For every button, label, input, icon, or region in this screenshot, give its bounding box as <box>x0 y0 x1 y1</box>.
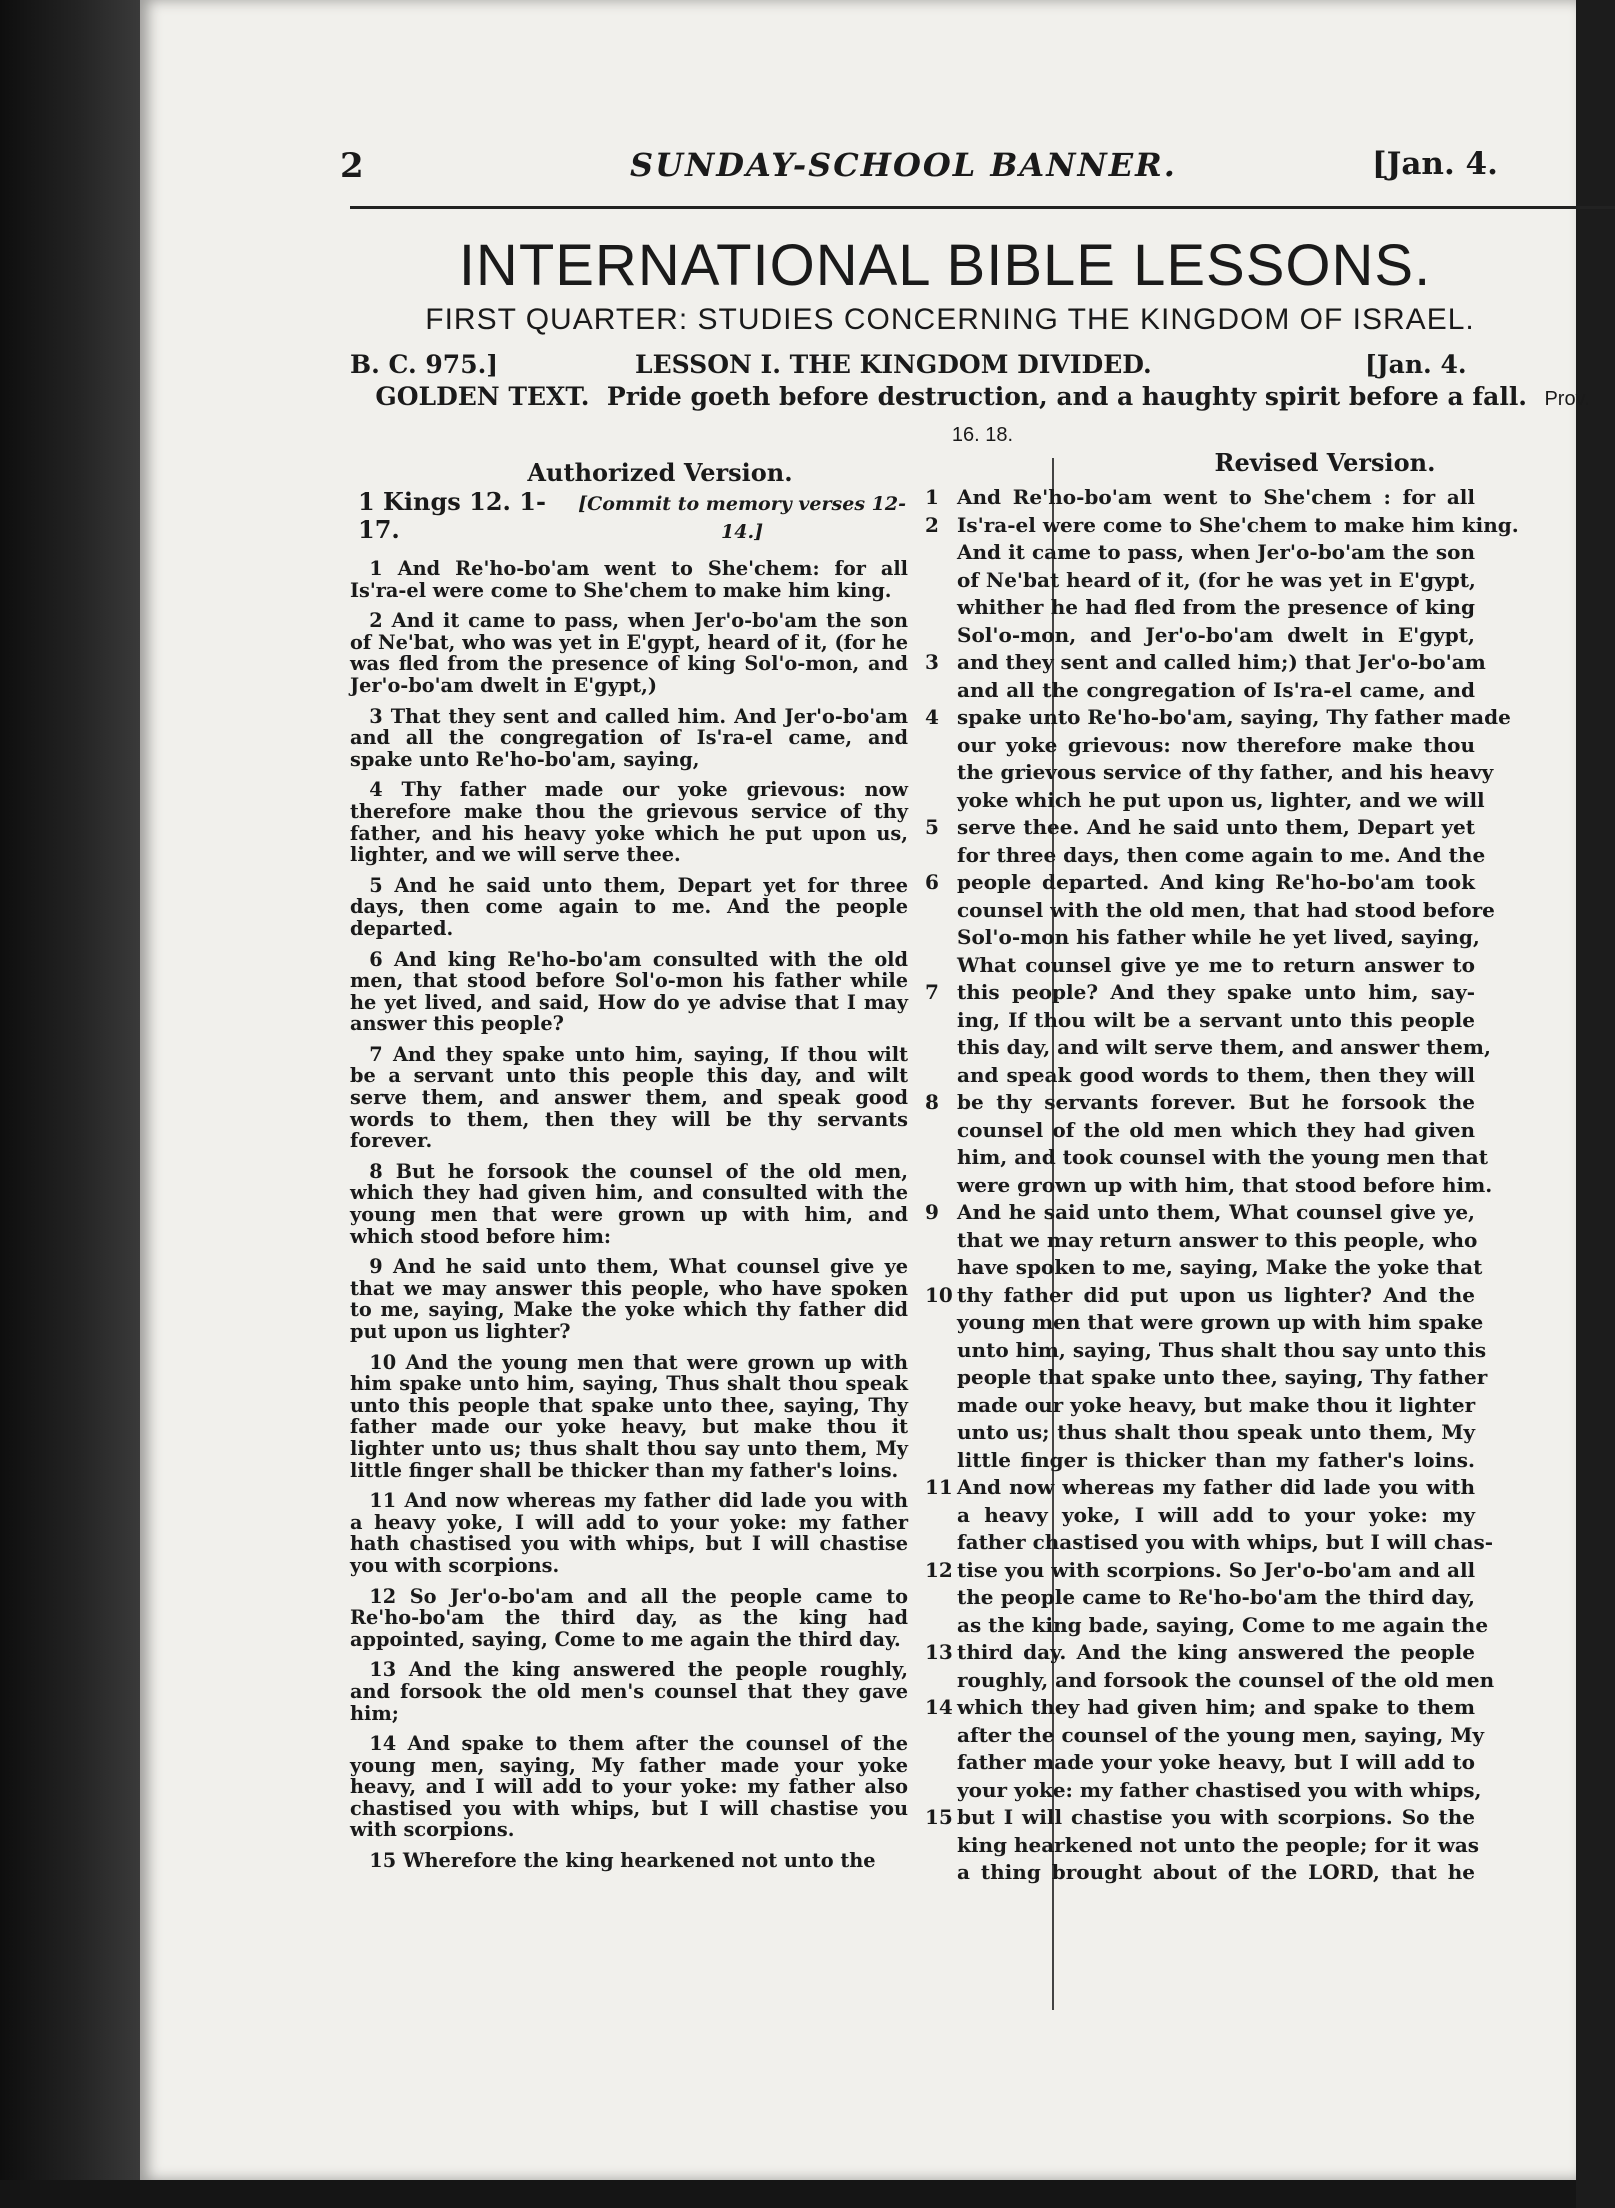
revised-verse-number <box>925 677 957 705</box>
revised-line <box>925 1557 1475 1585</box>
revised-version-heading: Revised Version. <box>1214 448 1436 477</box>
verse-number: 11 <box>369 1489 397 1513</box>
revised-line <box>925 924 1480 952</box>
revised-verse-number: 15 <box>925 1805 953 1829</box>
verse-text: And they spake unto him, saying, If thou wilt be a servant unto this people this day, and wilt serve them, and answer them, and speak good words to them, then they will be thy servants forever. <box>350 1042 908 1153</box>
revised-verse-number: 8 <box>925 1090 939 1114</box>
revised-line-text: unto us; thus shalt thou speak unto them, My <box>957 1420 1475 1444</box>
quarter-subtitle: FIRST QUARTER: STUDIES CONCERNING THE KINGDOM OF ISRAEL. <box>425 303 1475 336</box>
revised-verse-number <box>925 1007 957 1035</box>
revised-line <box>925 732 1475 760</box>
revised-line-text: our yoke grievous: now therefore make thou <box>957 732 1475 757</box>
revised-line-text: roughly, and forsook the counsel of the old men <box>957 1667 1495 1692</box>
authorized-verse <box>350 779 908 865</box>
authorized-version-heading: Authorized Version. <box>527 458 793 487</box>
revised-line-text: made our yoke heavy, but make thou it lighter <box>957 1392 1476 1417</box>
running-header <box>140 140 1576 190</box>
revised-verse-number <box>925 1529 957 1557</box>
revised-verse-number: 14 <box>925 1695 953 1719</box>
revised-line-text: be thy servants forever. But he forsook the <box>957 1090 1475 1114</box>
revised-line-text: this day, and wilt serve them, and answer them, <box>957 1035 1491 1059</box>
revised-line-text: and they sent and called him;) that Jer'o-bo'am <box>957 650 1486 674</box>
revised-line <box>925 1694 1475 1722</box>
revised-verse-number <box>925 1832 957 1860</box>
revised-line-text: little finger is thicker than my father's loins. <box>957 1447 1475 1472</box>
verse-number: 14 <box>369 1732 397 1756</box>
revised-line <box>925 1474 1475 1502</box>
revised-line <box>925 1282 1475 1310</box>
revised-line <box>925 842 1486 870</box>
revised-line-text: Is'ra-el were come to She'chem to make him king. <box>957 512 1519 537</box>
revised-line-text: young men that were grown up with him spake <box>957 1310 1484 1334</box>
revised-line-text: Sol'o-mon, and Jer'o-bo'am dwelt in E'gypt, <box>957 622 1475 647</box>
revised-verse-number <box>925 1254 957 1282</box>
revised-line-text: this people? And they spake unto him, say- <box>957 980 1475 1004</box>
revised-verse-number <box>925 1777 957 1805</box>
revised-line-text: And Re'ho-bo'am went to She'chem : for all <box>957 485 1475 509</box>
revised-line <box>925 484 1475 512</box>
revised-line <box>925 1117 1475 1145</box>
revised-line-text: a thing brought about of the LORD, that he <box>957 1860 1475 1884</box>
revised-line <box>925 649 1486 677</box>
verse-text: And the king answered the people roughly, and forsook the old men's counsel that they gave him; <box>350 1658 908 1725</box>
revised-line-text: thy father did put upon us lighter? And the <box>957 1282 1475 1307</box>
revised-line-text: people departed. And king Re'ho-bo'am took <box>957 870 1475 894</box>
revised-line-text: whither he had fled from the presence of king <box>957 595 1475 619</box>
revised-line <box>925 1447 1475 1475</box>
verse-number: 1 <box>369 557 383 580</box>
revised-line <box>925 1722 1485 1750</box>
authorized-verse <box>350 1659 908 1724</box>
authorized-verse <box>350 949 908 1035</box>
revised-line <box>925 1227 1478 1255</box>
revised-line <box>925 1172 1493 1200</box>
verse-text: And he said unto them, What counsel give ye that we may answer this people, who have spoken to me, saying, Make the yoke which thy father did put upon us lighter? <box>350 1255 908 1343</box>
verse-number: 3 <box>369 704 383 728</box>
revised-verse-number <box>925 567 957 595</box>
authorized-verse <box>350 1256 908 1342</box>
verse-number: 4 <box>369 778 383 802</box>
revised-line-text: And it came to pass, when Jer'o-bo'am the son <box>957 540 1475 564</box>
revised-verse-number <box>925 1337 957 1365</box>
revised-line-text: people that spake unto thee, saying, Thy father <box>957 1365 1488 1389</box>
publication-title: SUNDAY-SCHOOL BANNER. <box>630 146 1177 184</box>
revised-line-text: and speak good words to them, then they will <box>957 1062 1475 1087</box>
revised-lines <box>925 484 1519 1887</box>
revised-line-text: a heavy yoke, I will add to your yoke: my <box>957 1502 1475 1527</box>
revised-version-column <box>925 484 1519 1887</box>
revised-verse-number: 13 <box>925 1640 953 1664</box>
revised-line-text: which they had given him; and spake to them <box>957 1695 1475 1719</box>
revised-verse-number <box>925 539 957 567</box>
header-date: [Jan. 4. <box>1372 146 1498 182</box>
revised-verse-number <box>925 1144 957 1172</box>
revised-verse-number <box>925 1062 957 1090</box>
revised-line <box>925 1144 1488 1172</box>
authorized-verse <box>350 610 908 696</box>
page <box>140 0 1590 2180</box>
revised-line-text: and all the congregation of Is'ra-el came, and <box>957 677 1475 702</box>
revised-verse-number <box>925 1392 957 1420</box>
golden-text-label: GOLDEN TEXT. <box>375 382 590 411</box>
revised-line <box>925 622 1475 650</box>
revised-verse-number <box>925 1859 957 1887</box>
revised-line <box>925 1777 1482 1805</box>
revised-line-text: father chastised you with whips, but I will chas- <box>957 1530 1494 1554</box>
revised-verse-number <box>925 1502 957 1530</box>
revised-line <box>925 1337 1487 1365</box>
revised-verse-number <box>925 1419 957 1447</box>
scan-bottom-margin <box>0 2180 1576 2208</box>
revised-line-text: serve thee. And he said unto them, Depart yet <box>957 815 1475 839</box>
authorized-verse <box>350 558 908 601</box>
verse-number: 13 <box>369 1658 397 1682</box>
revised-verse-number <box>925 924 957 952</box>
revised-verse-number <box>925 622 957 650</box>
revised-line <box>925 512 1519 540</box>
authorized-verse <box>350 1044 908 1152</box>
verse-text: And now whereas my father did lade you with a heavy yoke, I will add to your yoke: my father hath chastised you with whips, but I will chastise you with scorpions. <box>350 1489 908 1577</box>
revised-verse-number <box>925 1034 957 1062</box>
revised-line-text: that we may return answer to this people, who <box>957 1227 1478 1252</box>
revised-verse-number <box>925 787 957 815</box>
scripture-reference-line <box>350 488 908 546</box>
revised-verse-number <box>925 952 957 980</box>
lesson-era: B. C. 975.] <box>350 350 499 379</box>
revised-line-text: And he said unto them, What counsel give ye, <box>957 1200 1475 1224</box>
revised-line-text: What counsel give ye me to return answer to <box>957 952 1475 977</box>
revised-verse-number <box>925 1117 957 1145</box>
revised-line <box>925 1612 1489 1640</box>
revised-verse-number <box>925 759 957 787</box>
revised-line <box>925 787 1485 815</box>
verse-text: But he forsook the counsel of the old men, which they had given him, and consulted with the young men that were grown up with him, and which stood before him: <box>350 1159 908 1248</box>
verse-number: 5 <box>369 873 383 897</box>
authorized-verses <box>350 558 908 1872</box>
revised-line-text: him, and took counsel with the young men that <box>957 1145 1488 1169</box>
revised-line-text: have spoken to me, saying, Make the yoke that <box>957 1255 1483 1279</box>
verse-text: And the young men that were grown up with him spake unto him, saying, Thus shalt thou speak unto this people that spake unto thee, saying, Thy father made our yoke heavy, but make thou it lighter unto us; thus shalt thou say unto them, My little finger shall be thicker than my father's loins. <box>350 1350 908 1482</box>
revised-line <box>925 814 1475 842</box>
revised-line <box>925 567 1475 595</box>
revised-line <box>925 1804 1475 1832</box>
revised-verse-number <box>925 1309 957 1337</box>
revised-line-text: tise you with scorpions. So Jer'o-bo'am and all <box>957 1557 1476 1582</box>
scripture-reference: 1 Kings 12. 1-17. <box>358 487 546 544</box>
authorized-verse <box>350 1733 908 1841</box>
revised-line <box>925 1007 1475 1035</box>
revised-line <box>925 1667 1495 1695</box>
verse-number: 8 <box>369 1159 383 1183</box>
revised-line-text: as the king bade, saying, Come to me again the <box>957 1612 1489 1637</box>
verse-number: 10 <box>369 1350 397 1374</box>
revised-verse-number <box>925 1584 957 1612</box>
authorized-verse <box>350 706 908 771</box>
revised-line-text: the people came to Re'ho-bo'am the third day, <box>957 1585 1475 1609</box>
revised-line <box>925 979 1475 1007</box>
revised-verse-number <box>925 842 957 870</box>
revised-line <box>925 1254 1483 1282</box>
revised-verse-number <box>925 897 957 925</box>
revised-line <box>925 1859 1475 1887</box>
revised-line-text: And now whereas my father did lade you with <box>957 1475 1475 1499</box>
revised-line-text: of Ne'bat heard of it, (for he was yet in E'gypt, <box>957 567 1476 592</box>
memory-note: [Commit to memory verses 12-14.] <box>578 493 906 543</box>
revised-line <box>925 1639 1475 1667</box>
authorized-version-column <box>350 488 908 1881</box>
verse-number: 9 <box>369 1255 383 1279</box>
revised-verse-number: 3 <box>925 650 939 674</box>
verse-text: Wherefore the king hearkened not unto the <box>402 1849 876 1873</box>
revised-verse-number <box>925 1612 957 1640</box>
revised-line <box>925 1392 1475 1420</box>
revised-line-text: ing, If thou wilt be a servant unto this people <box>957 1007 1475 1032</box>
page-title: INTERNATIONAL BIBLE LESSONS. <box>458 233 1432 298</box>
verse-text: And spake to them after the counsel of the young men, saying, My father made your yoke heavy, and I will add to your yoke: my father also chastised you with whips, but I will chastise you with scorpions. <box>350 1732 908 1842</box>
revised-line-text: after the counsel of the young men, saying, My <box>957 1722 1485 1747</box>
revised-line <box>925 1419 1475 1447</box>
revised-verse-number: 6 <box>925 870 939 894</box>
revised-line <box>925 1309 1484 1337</box>
revised-verse-number <box>925 1667 957 1695</box>
revised-verse-number: 12 <box>925 1557 953 1582</box>
revised-verse-number <box>925 1364 957 1392</box>
revised-verse-number: 5 <box>925 815 939 839</box>
verse-text: And it came to pass, when Jer'o-bo'am the son of Ne'bat, who was yet in E'gypt, heard of it, (for he was fled from the presence of king Sol'o-mon, and Jer'o-bo'am dwelt in E'gypt,) <box>350 609 908 697</box>
revised-line-text: yoke which he put upon us, lighter, and we will <box>957 787 1485 812</box>
revised-line <box>925 1749 1475 1777</box>
header-rule <box>350 206 1615 209</box>
page-number: 2 <box>340 146 364 186</box>
lesson-heading: LESSON I. THE KINGDOM DIVIDED. <box>635 350 1152 379</box>
revised-line-text: your yoke: my father chastised you with whips, <box>957 1777 1482 1802</box>
golden-text <box>360 380 1605 452</box>
revised-line-text: but I will chastise you with scorpions. So the <box>957 1805 1475 1829</box>
revised-verse-number <box>925 594 957 622</box>
authorized-verse <box>350 1161 908 1247</box>
revised-line <box>925 1502 1475 1530</box>
revised-line-text: king hearkened not unto the people; for it was <box>957 1832 1480 1857</box>
revised-line-text: Sol'o-mon his father while he yet lived, saying, <box>957 925 1480 949</box>
revised-line <box>925 952 1475 980</box>
verse-number: 2 <box>369 609 383 633</box>
revised-verse-number <box>925 1447 957 1475</box>
revised-line-text: counsel with the old men, that had stood before <box>957 897 1495 922</box>
golden-text-reference: Prov. 16. 18. <box>951 388 1590 446</box>
revised-verse-number <box>925 1172 957 1200</box>
revised-verse-number: 10 <box>925 1282 953 1307</box>
revised-line-text: were grown up with him, that stood before him. <box>957 1172 1493 1197</box>
revised-line <box>925 594 1475 622</box>
revised-verse-number: 2 <box>925 512 939 537</box>
verse-text: And king Re'ho-bo'am consulted with the old men, that stood before Sol'o-mon his father while he yet lived, and said, How do ye advise that I may answer this people? <box>350 947 908 1036</box>
revised-verse-number <box>925 1722 957 1750</box>
revised-line <box>925 677 1475 705</box>
revised-line <box>925 869 1475 897</box>
revised-verse-number: 11 <box>925 1475 953 1499</box>
verse-text: And he said unto them, Depart yet for three days, then come again to me. And the people departed. <box>350 873 908 940</box>
revised-line <box>925 1062 1475 1090</box>
verse-number: 6 <box>369 947 383 971</box>
revised-line <box>925 1034 1491 1062</box>
revised-line <box>925 1832 1480 1860</box>
revised-line <box>925 1364 1488 1392</box>
revised-verse-number: 9 <box>925 1200 939 1224</box>
revised-line <box>925 1584 1475 1612</box>
authorized-verse <box>350 1850 908 1872</box>
revised-line <box>925 1529 1494 1557</box>
authorized-verse <box>350 1490 908 1576</box>
revised-verse-number <box>925 1749 957 1777</box>
authorized-verse <box>350 1352 908 1482</box>
revised-verse-number: 7 <box>925 980 939 1004</box>
golden-text-body: Pride goeth before destruction, and a haughty spirit before a fall. <box>606 382 1528 411</box>
verse-text: That they sent and called him. And Jer'o-bo'am and all the congregation of Is'ra-el came, and spake unto Re'ho-bo'am, saying, <box>350 704 908 771</box>
revised-verse-number <box>925 1227 957 1255</box>
revised-line-text: third day. And the king answered the people <box>957 1640 1475 1664</box>
revised-line-text: for three days, then come again to me. And the <box>957 842 1486 867</box>
verse-number: 15 <box>369 1849 397 1873</box>
verse-text: So Jer'o-bo'am and all the people came to Re'ho-bo'am the third day, as the king had appointed, saying, Come to me again the third day. <box>350 1584 908 1651</box>
revised-line <box>925 1199 1475 1227</box>
revised-verse-number: 4 <box>925 705 939 729</box>
revised-verse-number <box>925 732 957 760</box>
scan-left-margin <box>0 0 140 2208</box>
revised-line-text: counsel of the old men which they had given <box>957 1117 1475 1142</box>
verse-text: And Re'ho-bo'am went to She'chem: for all Is'ra-el were come to She'chem to make him king. <box>350 557 908 602</box>
revised-line-text: spake unto Re'ho-bo'am, saying, Thy father made <box>957 705 1511 729</box>
authorized-verse <box>350 875 908 940</box>
revised-line <box>925 539 1475 567</box>
revised-line-text: the grievous service of thy father, and his heavy <box>957 760 1494 784</box>
verse-text: Thy father made our yoke grievous: now therefore make thou the grievous service of thy father, and his heavy yoke which he put upon us, lighter, and we will serve thee. <box>350 778 908 867</box>
revised-verse-number: 1 <box>925 485 939 509</box>
revised-line <box>925 1089 1475 1117</box>
authorized-verse <box>350 1586 908 1651</box>
revised-line-text: father made your yoke heavy, but I will add to <box>957 1750 1475 1774</box>
revised-line <box>925 704 1511 732</box>
revised-line <box>925 897 1495 925</box>
verse-number: 12 <box>369 1584 397 1608</box>
revised-line <box>925 759 1494 787</box>
lesson-date: [Jan. 4. <box>1365 350 1467 379</box>
revised-line-text: unto him, saying, Thus shalt thou say unto this <box>957 1337 1487 1362</box>
verse-number: 7 <box>369 1042 383 1066</box>
